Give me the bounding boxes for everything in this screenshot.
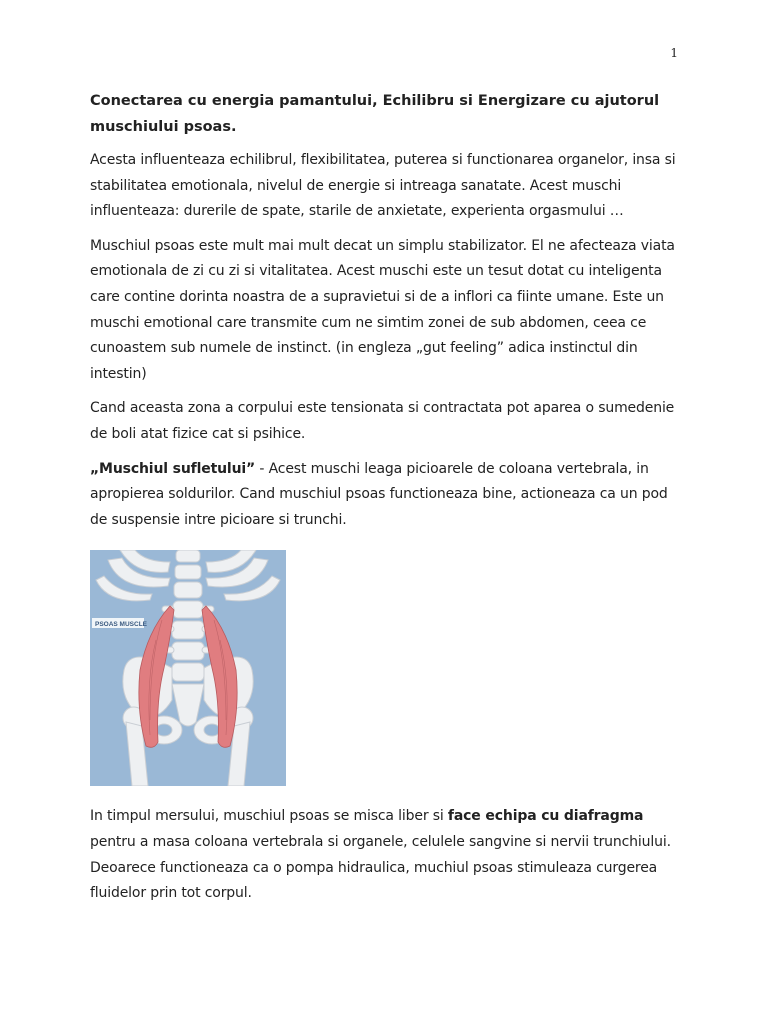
paragraph-intro: Acesta influenteaza echilibrul, flexibilitatea, puterea si functionarea organelor, insa si stabilitatea emotionala, nivelul de energie si intreaga sanatate. Acest muschi influenteaza: durerile de spate, starile de anxietate, experienta orgasmului … <box>90 152 676 220</box>
page-number: 1 <box>670 46 678 60</box>
paragraph-soul-muscle <box>90 457 686 534</box>
document-body <box>90 88 686 916</box>
psoas-label: PSOAS MUSCLE <box>95 621 148 629</box>
paragraph-tension: Cand aceasta zona a corpului este tensionata si contractata pot aparea o sumedenie de boli atat fizice cat si psihice. <box>90 400 675 442</box>
walking-text-rest: pentru a masa coloana vertebrala si organele, celulele sangvine si nervii trunchiului. Deoarece functioneaza ca o pompa hidraulica, muchiul psoas stimuleaza curgerea fluidelor prin tot corpul. <box>90 833 671 902</box>
walking-text-bold: face echipa cu diafragma <box>447 808 644 825</box>
paragraph-stabilizer: Muschiul psoas este mult mai mult decat un simplu stabilizator. El ne afecteaza viata emotionala de zi cu zi si vitalitatea. Acest muschi este un tesut dotat cu inteligenta care contine dorinta noastra de a supravietui si de a inflori ca fiinte umane. Este un muschi emotional care transmite cum ne simtim zonei de sub abdomen, ceea ce cunoastem sub numele de instinct. (in engleza „gut feeling” adica instinctul din intestin) <box>90 237 675 382</box>
psoas-illustration <box>90 550 286 786</box>
psoas-anatomy-image <box>90 550 286 786</box>
document-title: Conectarea cu energia pamantului, Echilibru si Energizare cu ajutorul muschiului psoas. <box>90 93 660 135</box>
walking-text-start: In timpul mersului, muschiul psoas se misca liber si <box>90 808 448 825</box>
soul-muscle-heading: „Muschiul sufletului” <box>90 460 256 477</box>
paragraph-walking <box>90 804 686 906</box>
soul-muscle-text: - Acest muschi leaga picioarele de coloana vertebrala, in apropierea soldurilor. Cand muschiul psoas functioneaza bine, actioneaza ca un pod de suspensie intre picioare si trunchi. <box>90 460 668 528</box>
